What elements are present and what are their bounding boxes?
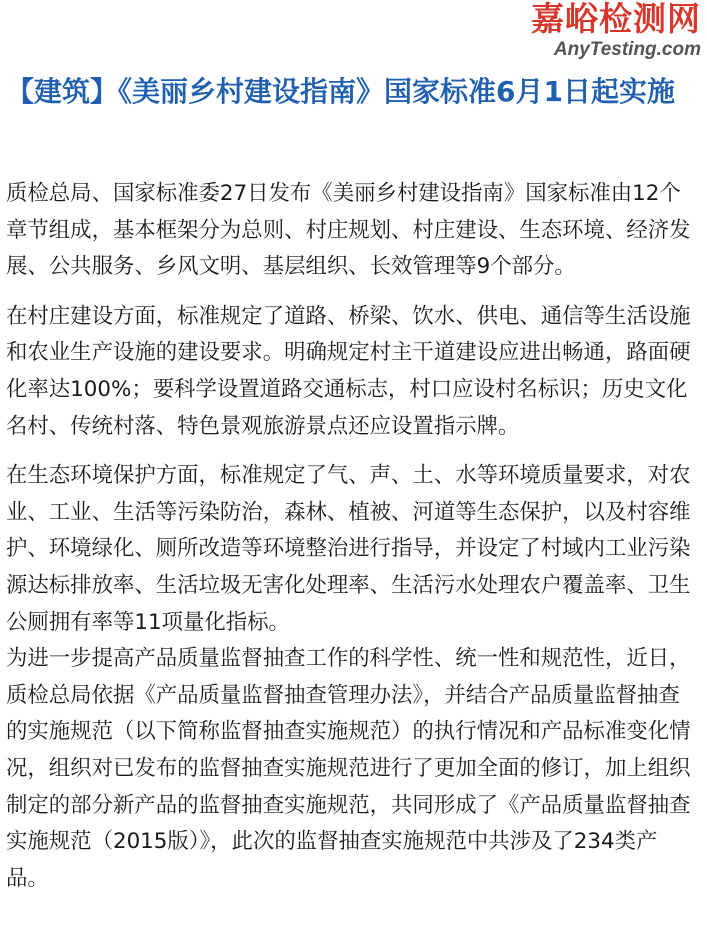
site-watermark-logo <box>531 2 701 59</box>
article-paragraph-1: 质检总局、国家标准委27日发布《美丽乡村建设指南》国家标准由12个章节组成，基本框架分为总则、村庄规划、村庄建设、生态环境、经济发展、公共服务、乡风文明、基层组织、长效管理等9个部分。 <box>6 181 691 280</box>
watermark-brand-en: AnyTesting.com <box>553 39 701 60</box>
article-paragraph-3: 在生态环境保护方面，标准规定了气、声、土、水等环境质量要求，对农业、工业、生活等污染防治，森林、植被、河道等生态保护，以及村容维护、环境绿化、厕所改造等环境整治进行指导，并设定了村域内工业污染源达标排放率、生活垃圾无害化处理率、生活污水处理农户覆盖率、卫生公厕拥有率等11项量化指标。 <box>6 463 691 635</box>
article-title: 【建筑】《美丽乡村建设指南》国家标准6月1日起实施 <box>6 75 675 108</box>
article-paragraph-2: 在村庄建设方面，标准规定了道路、桥梁、饮水、供电、通信等生活设施和农业生产设施的建设要求。明确规定村主干道建设应进出畅通，路面硬化率达100%；要科学设置道路交通标志，村口应设村名标识；历史文化名村、传统村落、特色景观旅游景点还应设置指示牌。 <box>6 303 691 439</box>
article-paragraph-4: 为进一步提高产品质量监督抽查工作的科学性、统一性和规范性，近日，质检总局依据《产品质量监督抽查管理办法》，并结合产品质量监督抽查的实施规范（以下简称监督抽查实施规范）的执行情况和产品标准变化情况，组织对已发布的监督抽查实施规范进行了更加全面的修订，加上组织制定的部分新产品的监督抽查实施规范，共同形成了《产品质量监督抽查实施规范（2015版）》，此次的监督抽查实施规范中共涉及了234类产品。 <box>6 646 691 891</box>
article-body <box>6 176 696 897</box>
watermark-brand-cn: 嘉峪检测网 <box>531 0 701 38</box>
